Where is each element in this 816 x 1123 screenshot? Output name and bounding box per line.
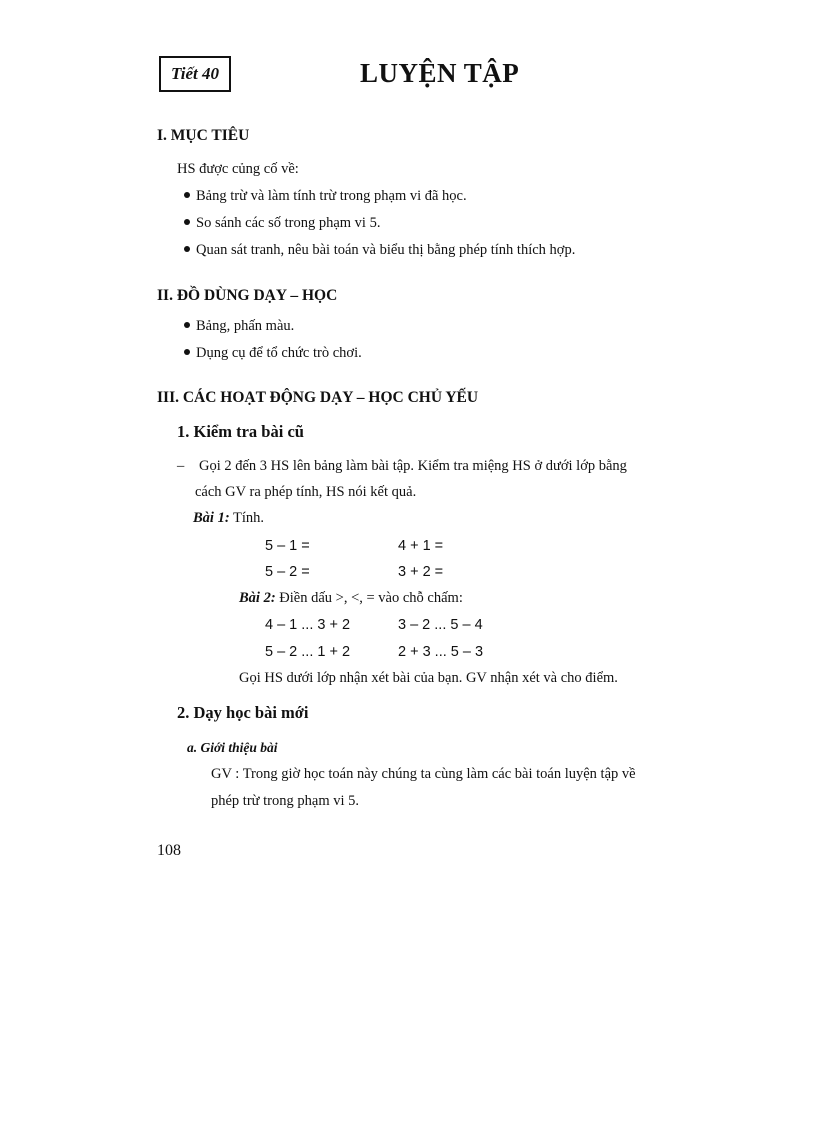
bullet-icon — [184, 219, 190, 225]
section-2-heading: II. ĐỒ DÙNG DẠY – HỌC — [157, 287, 338, 304]
page-title: LUYỆN TẬP — [360, 58, 520, 88]
dash-marker: – — [177, 458, 185, 474]
list-item-text: Bảng, phấn màu. — [196, 318, 295, 334]
math-expression: 5 – 2 = — [265, 564, 310, 580]
subsection-1-heading: 1. Kiểm tra bài cũ — [177, 422, 304, 441]
math-expression: 5 – 2 ... 1 + 2 — [265, 644, 351, 660]
exercise-2-instruction: Điền dấu >, <, = vào chỗ chấm: — [275, 590, 463, 606]
section-1-heading: I. MỤC TIÊU — [157, 127, 250, 144]
dash-item-text: Gọi 2 đến 3 HS lên bảng làm bài tập. Kiểm tra miệng HS ở dưới lớp bằng — [199, 458, 627, 474]
dash-item — [177, 458, 627, 475]
bullet-icon — [184, 349, 190, 355]
subsection-2a-heading: a. Giới thiệu bài — [187, 740, 278, 755]
bullet-icon — [184, 322, 190, 328]
math-expression: 4 – 1 ... 3 + 2 — [265, 617, 351, 633]
math-expression: 5 – 1 = — [265, 538, 310, 554]
math-expression: 3 – 2 ... 5 – 4 — [398, 617, 483, 633]
exercise-1-label: Bài 1: — [193, 510, 230, 526]
list-item — [184, 318, 294, 335]
exercise-2-title — [239, 590, 463, 607]
list-item — [184, 242, 575, 259]
math-expression: 3 + 2 = — [398, 564, 444, 580]
exercise-1-instruction: Tính. — [229, 510, 265, 526]
list-item — [184, 215, 380, 232]
subsection-2-heading: 2. Dạy học bài mới — [177, 703, 309, 722]
exercise-closing: Gọi HS dưới lớp nhận xét bài của bạn. GV nhận xét và cho điểm. — [239, 670, 618, 686]
list-item-text: So sánh các số trong phạm vi 5. — [196, 215, 381, 231]
list-item — [184, 188, 467, 205]
teacher-intro-continuation: phép trừ trong phạm vi 5. — [211, 793, 360, 809]
exercise-2-label: Bài 2: — [239, 590, 276, 606]
dash-item-continuation: cách GV ra phép tính, HS nói kết quả. — [195, 484, 417, 500]
lesson-number: Tiết 40 — [171, 64, 219, 83]
math-expression: 2 + 3 ... 5 – 3 — [398, 644, 484, 660]
list-item-text: Dụng cụ để tổ chức trò chơi. — [196, 345, 362, 361]
math-expression: 4 + 1 = — [398, 538, 444, 554]
bullet-icon — [184, 192, 190, 198]
exercise-1-title — [193, 510, 264, 527]
section-3-heading: III. CÁC HOẠT ĐỘNG DẠY – HỌC CHỦ YẾU — [157, 389, 479, 406]
list-item-text: Quan sát tranh, nêu bài toán và biểu thị bằng phép tính thích hợp. — [196, 242, 576, 258]
list-item-text: Bảng trừ và làm tính trừ trong phạm vi đã học. — [196, 188, 467, 204]
teacher-intro-line: GV : Trong giờ học toán này chúng ta cùng làm các bài toán luyện tập về — [211, 766, 636, 782]
list-item — [184, 345, 362, 362]
bullet-icon — [184, 246, 190, 252]
section-1-intro: HS được củng cố về: — [177, 161, 299, 177]
lesson-number-box — [159, 56, 231, 92]
page-number: 108 — [157, 842, 181, 859]
